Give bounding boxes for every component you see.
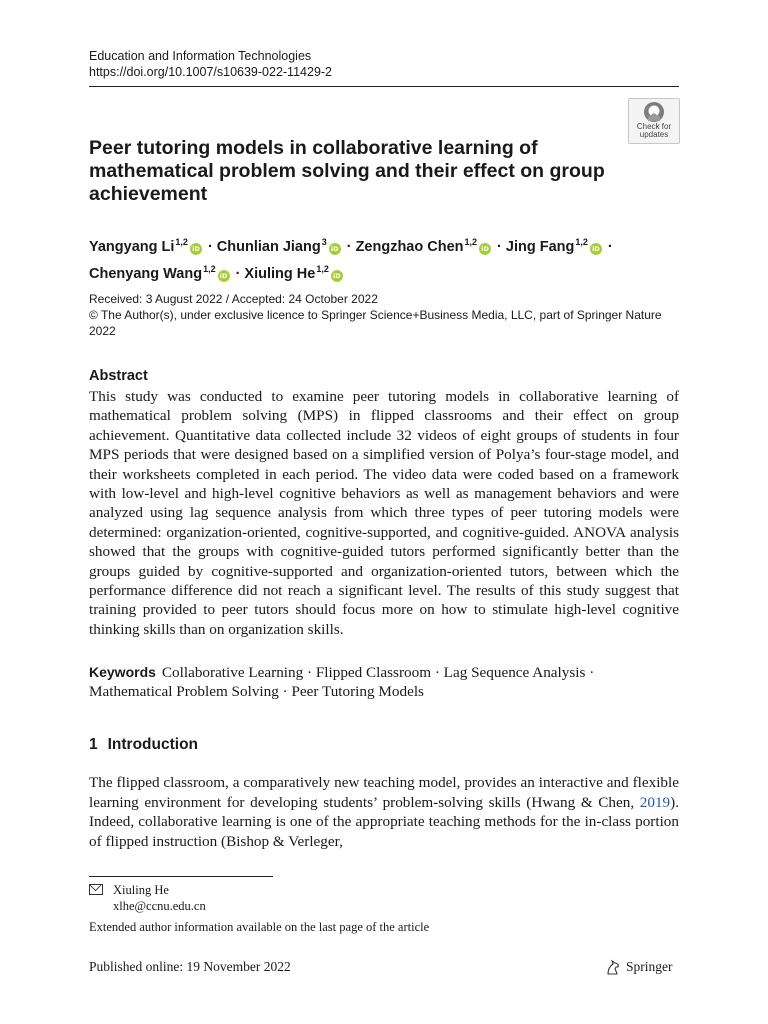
abstract-text: This study was conducted to examine peer tutoring models in collaborative learning of mathematical problem solving (MPS) in flipped classrooms and their effect on group achievement. Quantitative data collected include 32 videos of eight groups of students in four MPS periods that were designed based on a simplified version of Polya’s four-stage model, and their worksheets completed in each period. The video data were coded based on a framework with low-level and high-level cognitive behaviors as well as management behaviors and were analyzed using lag sequence analysis from which three types of peer tutoring models were determined: organization-oriented, cognitive-supported, and cognitive-guided. ANOVA analysis showed that the groups with cognitive-guided tutors performed significantly better than the groups guided by cognitive-supported and organization-oriented tutors, between which the performance difference did not reach a significant level. The results of this study suggest that training provided to peer tutors should focus more on how to stimulate high-level cognitive thinking skills than on organization skills. [89,388,679,638]
author-name: Chunlian Jiang [216,239,321,255]
author-name: Jing Fang [505,239,575,255]
author-affiliation: 1,2 [175,237,188,247]
intro-text-part-1: The flipped classroom, a comparatively new teaching model, provides an interactive and flexible learning environment for developing students’ problem-solving skills (Hwang & Chen, [89,774,679,811]
header-divider [89,86,679,87]
corresponding-author: Xiuling He [113,883,169,897]
author-separator: · [346,239,352,255]
section-number: 1 [89,736,98,753]
author-affiliation: 3 [321,237,327,247]
article-history [89,291,679,339]
author-separator: · [607,239,613,255]
journal-header [89,48,332,80]
copyright-notice: © The Author(s), under exclusive licence to Springer Science+Business Media, LLC, part of Springer Nature 2022 [89,308,662,338]
journal-name: Education and Information Technologies [89,49,312,63]
extended-author-info: Extended author information available on the last page of the article [89,920,430,934]
correspondence-block [89,882,206,914]
keywords-block [89,663,679,702]
publisher-name: Springer [626,959,673,974]
intro-text-part-2: ). Indeed, collaborative learning is one of the appropriate teaching methods for the in-class portion of flipped instruction (Bishop & Verleger, [89,793,679,850]
badge-line-2: updates [639,130,669,139]
check-for-updates-icon [643,101,665,123]
orcid-icon[interactable]: iD [331,270,343,282]
publisher-logo[interactable] [604,958,673,976]
corresponding-email[interactable]: xlhe@ccnu.edu.cn [113,899,206,913]
author-name: Xiuling He [244,266,316,282]
citation-link[interactable]: 2019 [639,793,671,811]
introduction-text [89,773,679,851]
footnote-divider [89,876,273,877]
published-date: Published online: 19 November 2022 [89,959,291,974]
author-name: Chenyang Wang [89,266,203,282]
doi-link[interactable]: https://doi.org/10.1007/s10639-022-11429-2 [89,65,333,79]
paper-title: Peer tutoring models in collaborative learning of mathematical problem solving and their effect on group achievement [89,137,605,205]
orcid-icon[interactable]: iD [190,243,202,255]
author-affiliation: 1,2 [203,264,216,274]
orcid-icon[interactable]: iD [590,243,602,255]
author-separator: · [497,239,502,255]
envelope-icon [89,884,103,895]
badge-line-1: Check for [636,122,672,131]
abstract-heading: Abstract [89,368,148,384]
orcid-icon[interactable]: iD [479,243,491,255]
author-affiliation: 1,2 [464,237,478,247]
orcid-icon[interactable]: iD [218,270,230,282]
author-name: Yangyang Li [89,239,175,255]
keywords-label: Keywords [89,664,156,680]
section-title: Introduction [107,736,199,753]
keywords-list: Collaborative Learning · Flipped Classroom · Lag Sequence Analysis · Mathematical Problem Solving · Peer Tutoring Models [89,664,595,701]
section-heading [89,736,198,754]
author-separator: · [235,266,241,282]
author-separator: · [207,239,213,255]
author-affiliation: 1,2 [575,237,588,247]
author-affiliation: 1,2 [316,264,329,274]
orcid-icon[interactable]: iD [329,243,341,255]
author-name: Zengzhao Chen [355,239,464,255]
springer-horse-icon [604,958,622,976]
received-accepted: Received: 3 August 2022 / Accepted: 24 October 2022 [89,292,378,306]
author-list [89,231,679,285]
